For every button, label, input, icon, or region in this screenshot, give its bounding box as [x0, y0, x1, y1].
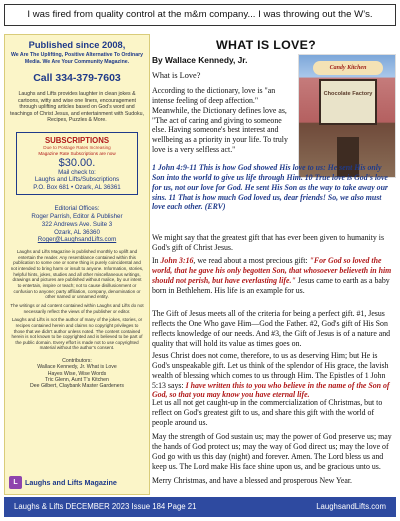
article-byline: By Wallace Kennedy, Jr.: [152, 55, 248, 65]
subscriptions-title: SUBSCRIPTIONS: [44, 135, 110, 145]
subscriptions-note: Due to Postage Rates Increasing: [43, 144, 111, 150]
magazine-description: Laughs and Lifts provides laughter in clean jokes & cartoons, witty and wise one liners, encouragement through uplifting articles based on God’s word and teachings of Christ Jesus, and entertainment with Sudoku, Recipes, Puzzles & More.: [10, 91, 144, 124]
logo-icon: L: [9, 476, 22, 489]
scripture-1-john: 1 John 4:9-11 This is how God showed His love to us: He sent His only Son into the world to give us life through Him. 10 True love is God's love for us, not our love for God. He sent His Son as the way to take away our sins. 11 That is how much God loved us, dear friends! So, we also must love each other. (ERV): [152, 163, 388, 212]
tagline: We Are The Uplifting, Positive Alternative To Ordinary Media. We Are Your Community Magazine.: [10, 52, 143, 65]
contributor-line: Hayes Wise, Wise Words: [47, 370, 107, 377]
masthead-sidebar: [4, 34, 150, 495]
editor-email-link[interactable]: Roger@LaughsandLifts.com: [37, 236, 117, 244]
photo-window-sign: Chocolate Factory: [319, 79, 377, 125]
text: , we read about a most precious gift:: [193, 256, 310, 265]
paragraph-definition: According to the dictionary, love is "an intense feeling of deep affection." Meanwhile, the Dictionary defines love as, "The act of caring and giving to someone else. Having someone's best interest and wellbeing as a priority in your life. To truly love is a very selfless act.": [152, 86, 288, 155]
paragraph-john-3-16: [152, 256, 392, 295]
paragraph-greatest-gift: We might say that the greatest gift that has ever been given to humanity is God's gift of Christ Jesus.: [152, 233, 385, 252]
subscriptions-address: P.O. Box 681 • Ozark, AL 36361: [33, 183, 121, 191]
paragraph-unspeakable-gift: [152, 351, 392, 400]
paragraph-blessing: May the strength of God sustain us; may the power of God preserve us; may the hands of God protect us; may the way of God direct us; may the love of God go with us this day (night) and forever. Amen. The Lord bless us and keep us. The Lord make His face shine upon us, and be gracious unto us.: [152, 432, 392, 471]
subscriptions-price: $30.00.: [58, 156, 96, 169]
paragraph-commercialization: Let us all not get caught-up in the commercialization of Christmas, but to reflect on God's greatest gift to us, and share this gift with the world of people around us.: [152, 398, 383, 427]
paragraph-merry-christmas: Merry Christmas, and have a blessed and prosperous New Year.: [152, 476, 352, 485]
legal-paragraph: The writings or ad content contained within Laughs and Lifts do not necessarily reflect the views of the publisher or editor.: [10, 302, 144, 314]
logo-text: Laughs and Lifts Magazine: [25, 477, 117, 487]
text: In: [152, 256, 161, 265]
contributors-heading: Contributors:: [62, 358, 92, 365]
footer-website-link[interactable]: LaughsandLifts.com: [316, 502, 386, 511]
magazine-logo: [9, 475, 145, 489]
footer-issue-info: Laughs & Lifts DECEMBER 2023 Issue 184 Page 21: [14, 502, 197, 511]
editorial-city: Ozark, AL 36360: [54, 228, 100, 236]
published-since: Published since 2008,: [28, 40, 126, 50]
phone-number: Call 334-379-7603: [33, 72, 121, 85]
editorial-offices: [10, 205, 144, 244]
subheading-what-is-love: What is Love?: [152, 71, 201, 80]
subscriptions-mail-to: Laughs and Lifts/Subscriptions: [34, 176, 120, 184]
subscriptions-mail-label: Mail check to:: [58, 168, 96, 176]
candy-kitchen-photo: [298, 54, 396, 178]
scripture-quote: I have written this to you who believe in the name of the Son of God, so that you may know you have eternal life.: [152, 380, 390, 400]
contributor-line: Wallace Kennedy, Jr. What is Love: [37, 364, 117, 371]
joke-banner: I was fired from quality control at the m&m company... I was throwing out the W’s.: [4, 4, 396, 26]
page-footer: [4, 497, 396, 517]
subscriptions-box: [16, 132, 138, 196]
text: Jesus came to earth as a baby born in Bethlehem. His life is an example for us.: [152, 275, 390, 295]
legal-paragraph: Laughs and Lifts Magazine is published monthly to uplift and entertain the reader. Any resemblance contained within this publication to some one or some thing is purely coincidental and not intended to bring harm or insult to anyone. Information, stories, helpful hints, jokes, studies and all other miscellaneous writings, drawings and pictures are published without malice, by our intent to entertain, inspire or teach; not to cause disillusionment or confusion to anyone; party affiliation, company, denomination or other named or unnamed entity.: [10, 248, 144, 300]
text: Jesus Christ does not come, therefore, to us as deserving Him; but He is God's unspeakable gift. Let us think of the splendor of His grace, the lavish wealth of blessing which comes to us through Him. The Epistles of 1 John 5:13 says:: [152, 351, 389, 390]
contributors: [10, 358, 144, 389]
photo-sign: Candy Kitchen: [313, 61, 383, 75]
editor-name: Roger Parrish, Editor & Publisher: [31, 213, 123, 221]
contributor-line: Tric Glenn, Aunt T’s Kitchen: [45, 376, 109, 383]
scripture-quote: "For God so loved the world, that he gave his only begotten Son, that whosoever believeth in him should not perish, but have everlasting life.": [152, 256, 392, 285]
editorial-street: 322 Andrews Ave. Suite 3: [41, 220, 113, 228]
subscriptions-rate: Magazine Rate Subscriptions are now: [38, 150, 116, 156]
editorial-heading: Editorial Offices:: [54, 205, 100, 213]
legal-paragraph: Laughs and Lifts is not the author of many of the jokes, stories, or recipes contained herein and claims no copyright privileges to those that we didn’t author unless noted. The content contained herein is not known to be copyrighted and is believed to be part of the public domain. Every effort is made not to use copyrighted material without the author’s consent.: [11, 317, 143, 351]
paragraph-perfect-gift: The Gift of Jesus meets all of the criteria for being a perfect gift. #1, Jesus reflects the One Who gave Him—God the Father. #2, God's gift of His Son reflects knowledge of our needs. And #3, the Gift of Jesus is of a nature and quality that will hold its value as times goes on.: [152, 309, 391, 348]
legal-notice: [10, 249, 144, 351]
contributor-line: Dee Gilbert, Claybank Master Gardeners: [30, 382, 124, 389]
scripture-ref: John 3:16: [160, 256, 194, 265]
article-title: WHAT IS LOVE?: [216, 38, 317, 52]
